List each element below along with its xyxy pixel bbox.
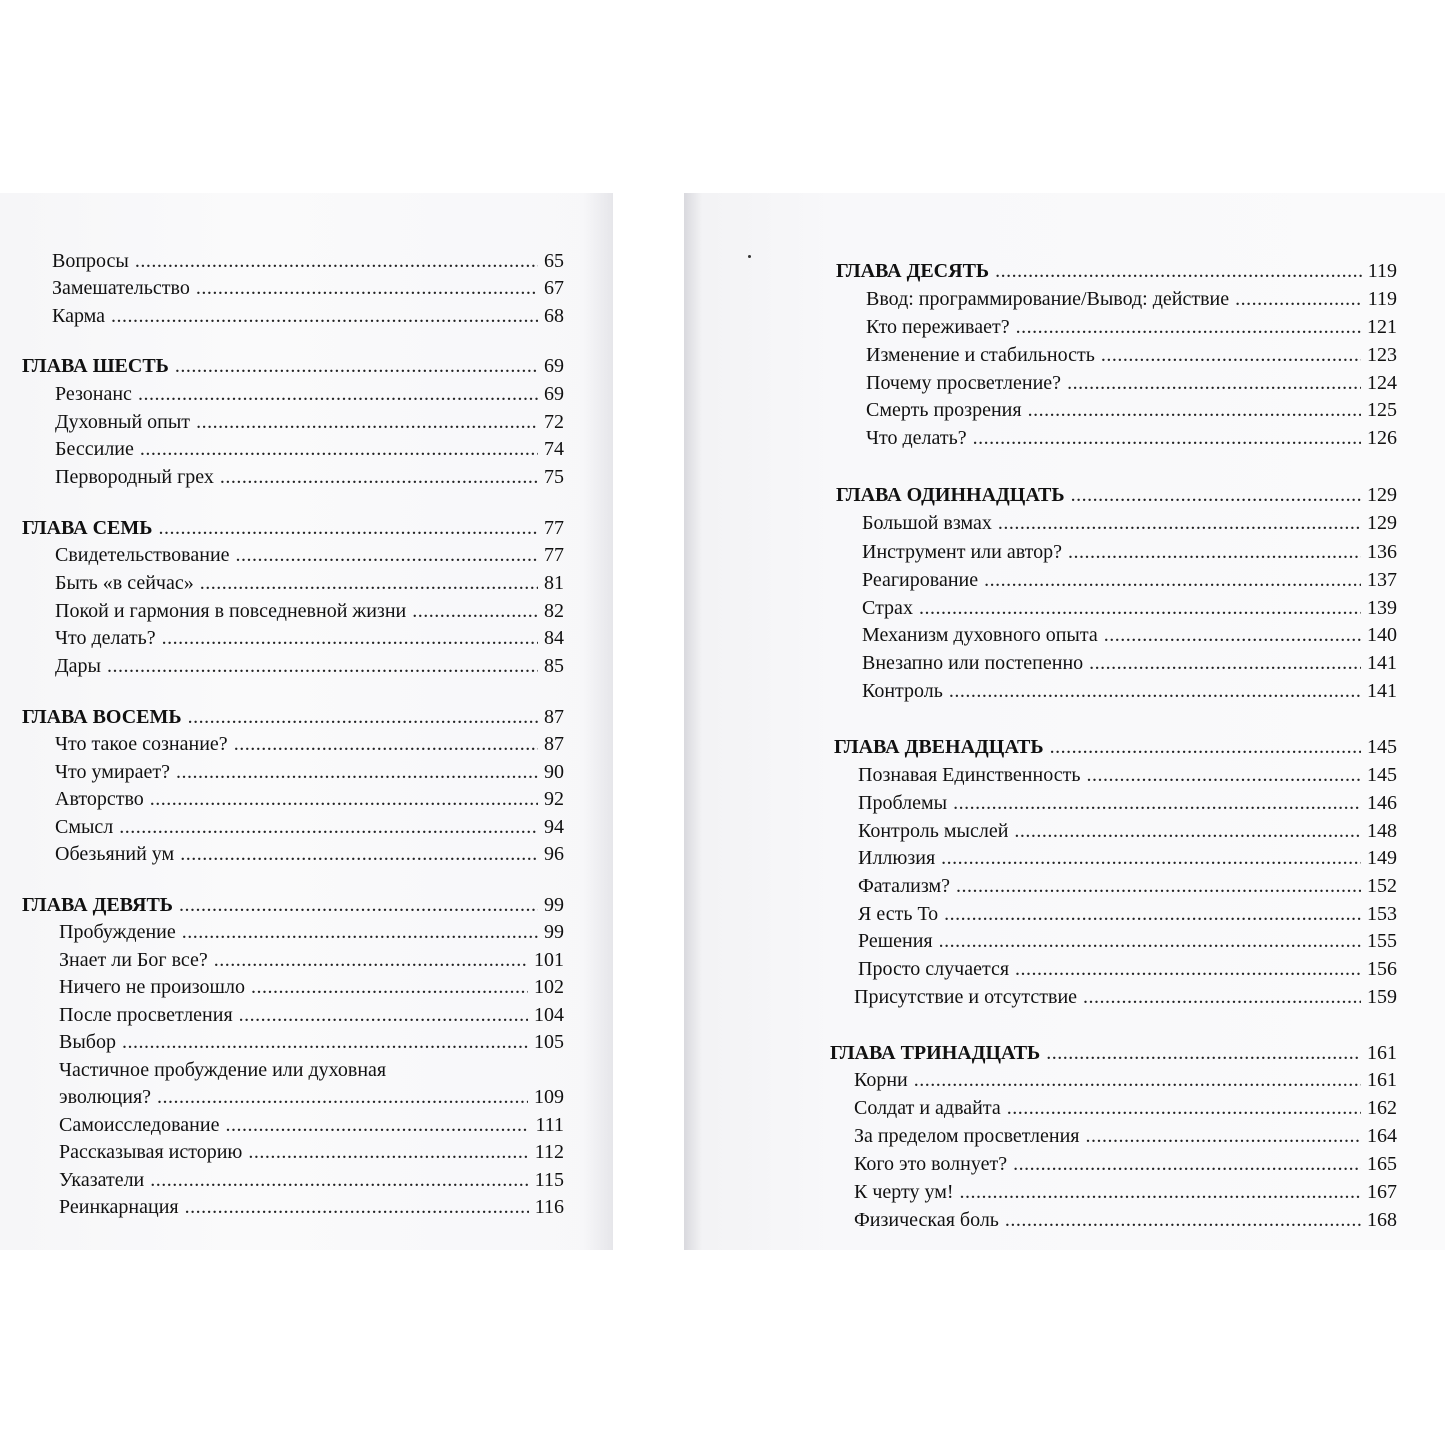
entry-page-number: 140 bbox=[1367, 624, 1397, 646]
toc-section-entry bbox=[820, 957, 1397, 981]
entry-title: Что такое сознание? bbox=[55, 733, 228, 755]
dot-leader bbox=[1067, 371, 1361, 395]
entry-page-number: 67 bbox=[544, 277, 564, 299]
entry-title: Познавая Единственность bbox=[858, 764, 1081, 786]
entry-title: Указатели bbox=[59, 1169, 145, 1191]
dot-leader bbox=[196, 276, 538, 300]
toc-section-entry bbox=[820, 1208, 1397, 1232]
toc-section-entry bbox=[22, 815, 564, 839]
entry-title: Смысл bbox=[55, 816, 114, 838]
entry-page-number: 105 bbox=[534, 1031, 564, 1053]
entry-title: Инструмент или автор? bbox=[862, 541, 1063, 563]
dot-leader bbox=[150, 1168, 528, 1192]
entry-title: Покой и гармония в повседневной жизни bbox=[55, 600, 407, 622]
entry-page-number: 92 bbox=[544, 788, 564, 810]
dot-leader bbox=[157, 1085, 528, 1109]
dot-leader bbox=[995, 259, 1362, 283]
entry-title: Изменение и стабильность bbox=[866, 344, 1095, 366]
toc-section-entry bbox=[22, 760, 564, 784]
dot-leader bbox=[939, 929, 1361, 953]
entry-page-number: 75 bbox=[544, 466, 564, 488]
toc-section-entry bbox=[22, 465, 564, 489]
toc-section-entry bbox=[22, 599, 564, 623]
dot-leader bbox=[239, 1003, 528, 1027]
entry-page-number: 145 bbox=[1367, 736, 1397, 758]
entry-page-number: 109 bbox=[534, 1086, 564, 1108]
entry-title: Выбор bbox=[59, 1031, 116, 1053]
dot-leader bbox=[1028, 398, 1361, 422]
toc-section-entry bbox=[820, 623, 1397, 647]
toc-section-entry bbox=[820, 679, 1397, 703]
entry-page-number: 168 bbox=[1367, 1209, 1397, 1231]
dot-leader bbox=[956, 874, 1361, 898]
toc-chapter-entry bbox=[820, 483, 1397, 507]
entry-page-number: 69 bbox=[544, 355, 564, 377]
entry-page-number: 84 bbox=[544, 627, 564, 649]
entry-title: Духовный опыт bbox=[55, 411, 191, 433]
toc-section-entry bbox=[22, 654, 564, 678]
toc-chapter-entry bbox=[22, 705, 564, 729]
toc-section-entry bbox=[820, 791, 1397, 815]
toc-chapter-entry bbox=[820, 735, 1397, 759]
entry-title: Первородный грех bbox=[55, 466, 214, 488]
entry-title: ГЛАВА СЕМЬ bbox=[22, 517, 153, 539]
dot-leader bbox=[953, 791, 1361, 815]
entry-page-number: 104 bbox=[534, 1004, 564, 1026]
entry-title: Контроль мыслей bbox=[858, 820, 1009, 842]
dot-leader bbox=[1235, 287, 1362, 311]
entry-title: К черту ум! bbox=[854, 1181, 954, 1203]
entry-page-number: 156 bbox=[1367, 958, 1397, 980]
toc-section-entry bbox=[820, 596, 1397, 620]
entry-page-number: 136 bbox=[1367, 541, 1397, 563]
dot-leader bbox=[122, 1030, 528, 1054]
entry-page-number: 152 bbox=[1367, 875, 1397, 897]
dot-leader bbox=[960, 1180, 1361, 1204]
dot-leader bbox=[1046, 1041, 1361, 1065]
toc-chapter-entry bbox=[820, 259, 1397, 283]
print-speck bbox=[748, 255, 751, 258]
entry-title: Ничего не произошло bbox=[59, 976, 245, 998]
dot-leader bbox=[1089, 651, 1361, 675]
entry-page-number: 129 bbox=[1367, 484, 1397, 506]
toc-section-entry bbox=[820, 902, 1397, 926]
entry-title: эволюция? bbox=[59, 1086, 152, 1108]
dot-leader bbox=[200, 571, 538, 595]
entry-title: Просто случается bbox=[858, 958, 1010, 980]
dot-leader bbox=[188, 705, 538, 729]
entry-title: Что умирает? bbox=[55, 761, 170, 783]
toc-section-entry bbox=[22, 842, 564, 866]
dot-leader bbox=[214, 948, 528, 972]
toc-section-entry bbox=[22, 787, 564, 811]
entry-page-number: 90 bbox=[544, 761, 564, 783]
dot-leader bbox=[914, 1068, 1361, 1092]
entry-title: Решения bbox=[858, 930, 933, 952]
dot-leader bbox=[251, 975, 528, 999]
entry-title: Страх bbox=[862, 597, 913, 619]
entry-page-number: 101 bbox=[534, 949, 564, 971]
dot-leader bbox=[179, 893, 538, 917]
toc-chapter-entry bbox=[22, 893, 564, 917]
entry-page-number: 85 bbox=[544, 655, 564, 677]
entry-page-number: 112 bbox=[534, 1141, 564, 1163]
entry-page-number: 162 bbox=[1367, 1097, 1397, 1119]
dot-leader bbox=[225, 1113, 529, 1137]
toc-chapter-entry bbox=[22, 354, 564, 378]
toc-section-entry bbox=[22, 249, 564, 273]
toc-section-entry bbox=[22, 1003, 564, 1027]
dot-leader bbox=[1016, 315, 1361, 339]
entry-page-number: 115 bbox=[534, 1169, 564, 1191]
toc-section-entry bbox=[22, 948, 564, 972]
dot-leader bbox=[150, 787, 538, 811]
dot-leader bbox=[1086, 1124, 1361, 1148]
right-book-page bbox=[684, 193, 1445, 1250]
entry-title: Частичное пробуждение или духовная bbox=[59, 1059, 387, 1081]
entry-page-number: 148 bbox=[1367, 820, 1397, 842]
entry-page-number: 155 bbox=[1367, 930, 1397, 952]
entry-title: Механизм духовного опыта bbox=[862, 624, 1098, 646]
toc-section-entry bbox=[820, 343, 1397, 367]
entry-page-number: 129 bbox=[1367, 512, 1397, 534]
entry-title: ГЛАВА ДЕВЯТЬ bbox=[22, 894, 174, 916]
entry-title: Бессилие bbox=[55, 438, 134, 460]
toc-section-entry bbox=[820, 398, 1397, 422]
entry-title: Авторство bbox=[55, 788, 144, 810]
entry-page-number: 81 bbox=[544, 572, 564, 594]
entry-page-number: 99 bbox=[544, 921, 564, 943]
dot-leader bbox=[1104, 623, 1361, 647]
dot-leader bbox=[119, 815, 538, 839]
entry-page-number: 82 bbox=[544, 600, 564, 622]
dot-leader bbox=[107, 654, 538, 678]
entry-title: Внезапно или постепенно bbox=[862, 652, 1084, 674]
entry-title: После просветления bbox=[59, 1004, 233, 1026]
entry-title: ГЛАВА ВОСЕМЬ bbox=[22, 706, 182, 728]
entry-page-number: 141 bbox=[1367, 680, 1397, 702]
entry-title: Замешательство bbox=[52, 277, 190, 299]
toc-section-entry bbox=[820, 371, 1397, 395]
toc-section-entry bbox=[820, 763, 1397, 787]
dot-leader bbox=[236, 543, 538, 567]
dot-leader bbox=[111, 304, 538, 328]
dot-leader bbox=[140, 437, 538, 461]
entry-title: ГЛАВА ТРИНАДЦАТЬ bbox=[830, 1042, 1041, 1064]
dot-leader bbox=[984, 568, 1361, 592]
toc-chapter-entry bbox=[820, 1041, 1397, 1065]
dot-leader bbox=[158, 516, 538, 540]
entry-title: Большой взмах bbox=[862, 512, 992, 534]
entry-page-number: 149 bbox=[1367, 847, 1397, 869]
dot-leader bbox=[180, 842, 538, 866]
toc-section-entry bbox=[22, 975, 564, 999]
entry-page-number: 102 bbox=[534, 976, 564, 998]
entry-title: ГЛАВА ОДИННАДЦАТЬ bbox=[836, 484, 1065, 506]
entry-page-number: 119 bbox=[1367, 260, 1397, 282]
dot-leader bbox=[1013, 1152, 1361, 1176]
entry-page-number: 111 bbox=[535, 1114, 564, 1136]
toc-section-entry bbox=[820, 287, 1397, 311]
entry-title: Реагирование bbox=[862, 569, 979, 591]
entry-page-number: 96 bbox=[544, 843, 564, 865]
entry-title: Кого это волнует? bbox=[854, 1153, 1008, 1175]
dot-leader bbox=[941, 846, 1361, 870]
toc-section-entry bbox=[820, 315, 1397, 339]
entry-page-number: 94 bbox=[544, 816, 564, 838]
toc-section-entry bbox=[820, 1096, 1397, 1120]
entry-title: Рассказывая историю bbox=[59, 1141, 243, 1163]
entry-title: Быть «в сейчас» bbox=[55, 572, 194, 594]
entry-page-number: 99 bbox=[544, 894, 564, 916]
toc-section-entry bbox=[22, 304, 564, 328]
toc-section-entry bbox=[22, 1113, 564, 1137]
toc-section-entry bbox=[820, 1124, 1397, 1148]
toc-section-entry bbox=[820, 1152, 1397, 1176]
dot-leader bbox=[944, 902, 1361, 926]
entry-page-number: 87 bbox=[544, 733, 564, 755]
entry-page-number: 74 bbox=[544, 438, 564, 460]
entry-page-number: 119 bbox=[1367, 288, 1397, 310]
dot-leader bbox=[162, 626, 538, 650]
entry-page-number: 167 bbox=[1367, 1181, 1397, 1203]
entry-title: Проблемы bbox=[858, 792, 948, 814]
entry-page-number: 139 bbox=[1367, 597, 1397, 619]
entry-title: ГЛАВА ДЕСЯТЬ bbox=[836, 260, 990, 282]
entry-page-number: 153 bbox=[1367, 903, 1397, 925]
toc-section-entry bbox=[22, 571, 564, 595]
toc-section-entry bbox=[820, 819, 1397, 843]
toc-section-entry bbox=[22, 920, 564, 944]
entry-page-number: 126 bbox=[1367, 427, 1397, 449]
toc-section-entry bbox=[820, 511, 1397, 535]
dot-leader bbox=[196, 410, 538, 434]
dot-leader bbox=[138, 382, 538, 406]
dot-leader bbox=[412, 599, 538, 623]
dot-leader bbox=[998, 511, 1361, 535]
entry-title: ГЛАВА ШЕСТЬ bbox=[22, 355, 169, 377]
toc-section-entry bbox=[22, 626, 564, 650]
entry-title: Обезьяний ум bbox=[55, 843, 175, 865]
entry-title: ГЛАВА ДВЕНАДЦАТЬ bbox=[834, 736, 1044, 758]
toc-section-entry bbox=[22, 276, 564, 300]
toc-section-entry bbox=[22, 732, 564, 756]
dot-leader bbox=[1015, 957, 1361, 981]
dot-leader bbox=[1101, 343, 1361, 367]
entry-page-number: 77 bbox=[544, 517, 564, 539]
entry-title: Карма bbox=[52, 305, 106, 327]
dot-leader bbox=[1071, 483, 1361, 507]
toc-section-entry bbox=[820, 1068, 1397, 1092]
toc-section-entry bbox=[820, 985, 1397, 1009]
left-book-page bbox=[0, 193, 613, 1250]
entry-page-number: 164 bbox=[1367, 1125, 1397, 1147]
toc-section-entry bbox=[820, 651, 1397, 675]
entry-title: Солдат и адвайта bbox=[854, 1097, 1001, 1119]
entry-page-number: 146 bbox=[1367, 792, 1397, 814]
dot-leader bbox=[1014, 819, 1361, 843]
entry-title: Дары bbox=[55, 655, 101, 677]
entry-title: Смерть прозрения bbox=[866, 399, 1022, 421]
entry-title: Присутствие и отсутствие bbox=[854, 986, 1078, 1008]
entry-page-number: 72 bbox=[544, 411, 564, 433]
dot-leader bbox=[1068, 540, 1361, 564]
entry-page-number: 65 bbox=[544, 250, 564, 272]
dot-leader bbox=[176, 760, 538, 784]
dot-leader bbox=[248, 1140, 528, 1164]
entry-title: Пробуждение bbox=[59, 921, 176, 943]
dot-leader bbox=[973, 426, 1361, 450]
entry-page-number: 145 bbox=[1367, 764, 1397, 786]
dot-leader bbox=[135, 249, 538, 273]
entry-page-number: 141 bbox=[1367, 652, 1397, 674]
entry-title: Самоисследование bbox=[59, 1114, 220, 1136]
toc-section-entry bbox=[22, 382, 564, 406]
entry-title: Фатализм? bbox=[858, 875, 951, 897]
dot-leader bbox=[185, 1195, 529, 1219]
dot-leader bbox=[182, 920, 538, 944]
entry-title: Я есть То bbox=[858, 903, 939, 925]
entry-page-number: 125 bbox=[1367, 399, 1397, 421]
dot-leader bbox=[1005, 1208, 1361, 1232]
toc-section-entry bbox=[22, 437, 564, 461]
toc-section-entry bbox=[22, 1140, 564, 1164]
entry-title: Физическая боль bbox=[854, 1209, 999, 1231]
entry-title: Контроль bbox=[862, 680, 943, 702]
dot-leader bbox=[220, 465, 538, 489]
entry-page-number: 77 bbox=[544, 544, 564, 566]
entry-title: Вопросы bbox=[52, 250, 129, 272]
toc-section-entry bbox=[820, 1180, 1397, 1204]
dot-leader bbox=[949, 679, 1361, 703]
entry-page-number: 121 bbox=[1367, 316, 1397, 338]
toc-section-entry bbox=[820, 568, 1397, 592]
entry-page-number: 165 bbox=[1367, 1153, 1397, 1175]
toc-section-entry bbox=[22, 543, 564, 567]
dot-leader bbox=[919, 596, 1361, 620]
entry-title: Что делать? bbox=[55, 627, 156, 649]
entry-page-number: 124 bbox=[1367, 372, 1397, 394]
entry-title: Реинкарнация bbox=[59, 1196, 179, 1218]
entry-title: Кто переживает? bbox=[866, 316, 1010, 338]
entry-page-number: 161 bbox=[1367, 1042, 1397, 1064]
toc-section-entry bbox=[22, 1168, 564, 1192]
toc-section-entry bbox=[22, 1058, 564, 1082]
toc-section-entry bbox=[22, 1030, 564, 1054]
toc-section-entry bbox=[22, 1085, 564, 1109]
entry-title: Иллюзия bbox=[858, 847, 936, 869]
dot-leader bbox=[1086, 763, 1361, 787]
dot-leader bbox=[1083, 985, 1361, 1009]
entry-page-number: 137 bbox=[1367, 569, 1397, 591]
entry-page-number: 116 bbox=[534, 1196, 564, 1218]
dot-leader bbox=[1050, 735, 1361, 759]
entry-page-number: 69 bbox=[544, 383, 564, 405]
toc-section-entry bbox=[820, 874, 1397, 898]
toc-section-entry bbox=[820, 929, 1397, 953]
toc-chapter-entry bbox=[22, 516, 564, 540]
entry-title: Свидетельствование bbox=[55, 544, 230, 566]
toc-section-entry bbox=[22, 410, 564, 434]
entry-title: Резонанс bbox=[55, 383, 132, 405]
entry-title: Корни bbox=[854, 1069, 908, 1091]
entry-page-number: 87 bbox=[544, 706, 564, 728]
toc-section-entry bbox=[820, 426, 1397, 450]
entry-page-number: 68 bbox=[544, 305, 564, 327]
dot-leader bbox=[1007, 1096, 1361, 1120]
entry-title: Ввод: программирование/Вывод: действие bbox=[866, 288, 1230, 310]
entry-title: Почему просветление? bbox=[866, 372, 1062, 394]
entry-page-number: 161 bbox=[1367, 1069, 1397, 1091]
entry-title: За пределом просветления bbox=[854, 1125, 1080, 1147]
toc-section-entry bbox=[22, 1195, 564, 1219]
toc-section-entry bbox=[820, 846, 1397, 870]
entry-page-number: 159 bbox=[1367, 986, 1397, 1008]
dot-leader bbox=[234, 732, 538, 756]
entry-title: Что делать? bbox=[866, 427, 967, 449]
entry-title: Знает ли Бог все? bbox=[59, 949, 208, 971]
toc-section-entry bbox=[820, 540, 1397, 564]
entry-page-number: 123 bbox=[1367, 344, 1397, 366]
dot-leader bbox=[175, 354, 538, 378]
